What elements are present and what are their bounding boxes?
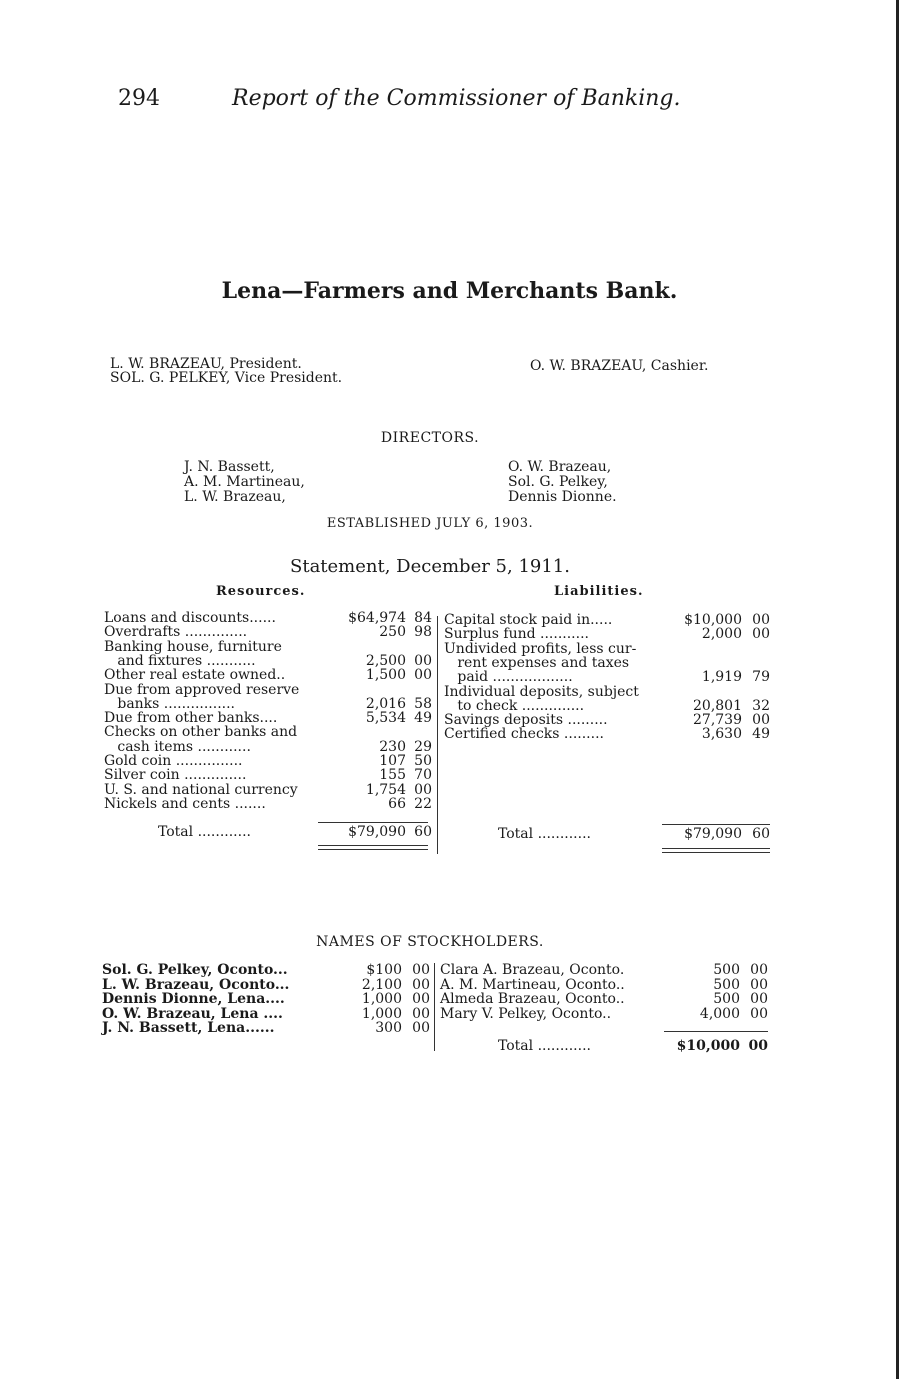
amount-dollars: 500 <box>713 991 740 1007</box>
cashier: O. W. BRAZEAU, Cashier. <box>530 358 709 374</box>
amount-cents: 00 <box>752 712 770 729</box>
amount-cents: 98 <box>414 624 432 641</box>
stockholder-row <box>440 978 770 992</box>
amount-cents: 00 <box>412 1005 430 1022</box>
director: L. W. Brazeau, <box>184 489 286 505</box>
resource-label: Silver coin .............. <box>104 767 247 784</box>
amount-cents: 49 <box>414 710 432 727</box>
resource-label: U. S. and national currency <box>104 781 298 798</box>
resource-label: Other real estate owned.. <box>104 667 286 684</box>
amount-cents: 00 <box>412 962 430 978</box>
stockholders-total-row <box>440 1039 770 1053</box>
liability-row <box>444 699 774 713</box>
liabilities-total-row <box>444 827 774 841</box>
amount-dollars: 230 <box>379 738 406 755</box>
stockholder-row <box>102 1021 432 1035</box>
liability-label: Savings deposits ......... <box>444 712 608 729</box>
directors-heading: DIRECTORS. <box>380 430 480 446</box>
directors-right <box>508 460 617 505</box>
resource-label: Checks on other banks and <box>104 724 298 741</box>
amount-dollars: 155 <box>379 767 406 784</box>
director: O. W. Brazeau, <box>508 459 612 475</box>
amount-cents: 84 <box>414 610 432 626</box>
amount-dollars: 107 <box>379 753 406 769</box>
liability-label: to check .............. <box>444 697 585 714</box>
amount-dollars: 1,754 <box>365 781 406 798</box>
stockholder-name: A. M. Martineau, Oconto.. <box>440 976 625 993</box>
stockholders-left <box>102 963 432 1043</box>
amount-dollars: 1,000 <box>361 1005 402 1022</box>
resource-label: cash items ............ <box>104 738 251 755</box>
amount-dollars: 20,801 <box>693 697 742 714</box>
stockholder-name: Dennis Dionne, Lena.... <box>102 991 285 1007</box>
liability-row <box>444 727 774 741</box>
page-number: 294 <box>118 86 160 111</box>
resource-label: and fixtures ........... <box>104 652 256 669</box>
resources-table <box>104 611 434 851</box>
amount-cents: 32 <box>752 697 770 714</box>
running-title: Report of the Commissioner of Banking. <box>232 86 681 111</box>
resource-row <box>104 754 434 768</box>
amount-dollars: $10,000 <box>684 612 742 628</box>
amount-cents: 00 <box>750 991 768 1007</box>
resource-row <box>104 697 434 711</box>
directors-left <box>184 460 305 505</box>
resources-double-rule <box>318 845 428 846</box>
liability-row <box>444 670 774 684</box>
resource-row <box>104 783 434 797</box>
resources-total-rule <box>318 822 428 823</box>
director: J. N. Bassett, <box>184 459 275 475</box>
column-divider <box>437 616 438 854</box>
stockholders-heading: NAMES OF STOCKHOLDERS. <box>316 934 544 950</box>
resource-label: Nickels and cents ....... <box>104 795 266 812</box>
stockholder-name: J. N. Bassett, Lena...... <box>102 1020 275 1036</box>
resource-row <box>104 683 434 697</box>
liability-row <box>444 627 774 641</box>
amount-cents: 29 <box>414 738 432 755</box>
resource-row <box>104 625 434 639</box>
stockholder-name: L. W. Brazeau, Oconto... <box>102 976 290 993</box>
amount-cents: 79 <box>752 669 770 686</box>
stockholder-row <box>102 978 432 992</box>
liability-row <box>444 713 774 727</box>
amount-dollars: 2,500 <box>365 652 406 669</box>
director: Dennis Dionne. <box>508 489 617 505</box>
resource-label: Loans and discounts...... <box>104 610 276 626</box>
liability-row <box>444 642 774 656</box>
stockholder-row <box>102 1007 432 1021</box>
stockholder-name: Sol. G. Pelkey, Oconto... <box>102 962 288 978</box>
amount-dollars: 250 <box>379 624 406 641</box>
liability-label: Surplus fund ........... <box>444 626 589 643</box>
resource-label: Due from other banks.... <box>104 710 278 727</box>
amount-cents: 00 <box>752 626 770 643</box>
resources-heading: Resources. <box>216 584 306 599</box>
liability-label: Individual deposits, subject <box>444 683 639 700</box>
stockholder-name: Almeda Brazeau, Oconto.. <box>440 991 625 1007</box>
resource-label: Gold coin ............... <box>104 753 243 769</box>
liabilities-heading: Liabilities. <box>554 584 644 599</box>
resource-row <box>104 797 434 811</box>
bank-title: Lena—Farmers and Merchants Bank. <box>221 278 678 304</box>
amount-cents: 49 <box>752 726 770 743</box>
amount-dollars: 1,919 <box>701 669 742 686</box>
liabilities-double-rule <box>662 852 770 853</box>
liability-label: rent expenses and taxes <box>444 654 630 671</box>
amount-cents: 00 <box>414 781 432 798</box>
stockholder-row <box>440 963 770 977</box>
amount-cents: 00 <box>750 962 768 978</box>
resource-label: Banking house, furniture <box>104 638 282 655</box>
amount-dollars: 2,016 <box>365 695 406 712</box>
liability-label: Undivided profits, less cur- <box>444 640 637 657</box>
resource-label: Overdrafts .............. <box>104 624 248 641</box>
vice-president: SOL. G. PELKEY, Vice President. <box>110 370 343 386</box>
amount-cents: 70 <box>414 767 432 784</box>
amount-dollars: 2,000 <box>701 626 742 643</box>
amount-dollars: 66 <box>388 795 406 812</box>
liability-row <box>444 656 774 670</box>
stockholder-row <box>440 992 770 1006</box>
amount-cents: 00 <box>412 1020 430 1036</box>
amount-cents: 50 <box>414 753 432 769</box>
resource-row <box>104 654 434 668</box>
liabilities-total-rule <box>662 824 770 825</box>
established-date: ESTABLISHED JULY 6, 1903. <box>326 516 534 531</box>
resource-row <box>104 740 434 754</box>
director: Sol. G. Pelkey, <box>508 474 608 490</box>
resource-label: banks ................ <box>104 695 235 712</box>
liability-label: Capital stock paid in..... <box>444 612 613 628</box>
liability-row <box>444 613 774 627</box>
stockholder-row <box>102 963 432 977</box>
amount-cents: 00 <box>750 976 768 993</box>
total-cents: 60 <box>414 824 432 840</box>
total-dollars: $79,090 <box>348 824 406 840</box>
amount-dollars: 2,100 <box>361 976 402 993</box>
stockholder-row <box>102 992 432 1006</box>
resource-row <box>104 725 434 739</box>
resource-row <box>104 668 434 682</box>
resources-total-row <box>104 825 434 839</box>
amount-dollars: 4,000 <box>699 1005 740 1022</box>
resource-row <box>104 640 434 654</box>
amount-dollars: $100 <box>366 962 402 978</box>
stockholder-row <box>440 1007 770 1021</box>
amount-cents: 22 <box>414 795 432 812</box>
liability-label: paid .................. <box>444 669 573 686</box>
total-label: Total ............ <box>498 1038 591 1054</box>
amount-dollars: 500 <box>713 962 740 978</box>
amount-dollars: 300 <box>375 1020 402 1036</box>
amount-cents: 00 <box>412 976 430 993</box>
amount-cents: 00 <box>752 612 770 628</box>
amount-dollars: 1,000 <box>361 991 402 1007</box>
stockholders-total-rule <box>664 1031 768 1032</box>
amount-cents: 58 <box>414 695 432 712</box>
amount-dollars: $64,974 <box>348 610 406 626</box>
resource-row <box>104 711 434 725</box>
stockholder-name: Mary V. Pelkey, Oconto.. <box>440 1005 612 1022</box>
total-cents: 00 <box>748 1038 768 1054</box>
liabilities-double-rule <box>662 848 770 849</box>
resource-row <box>104 768 434 782</box>
statement-title: Statement, December 5, 1911. <box>290 556 570 577</box>
stockholder-name: Clara A. Brazeau, Oconto. <box>440 962 625 978</box>
amount-dollars: 5,534 <box>365 710 406 727</box>
amount-dollars: 500 <box>713 976 740 993</box>
liability-row <box>444 685 774 699</box>
stockholder-name: O. W. Brazeau, Lena .... <box>102 1005 283 1022</box>
resource-row <box>104 611 434 625</box>
total-cents: 60 <box>752 826 770 842</box>
total-dollars: $79,090 <box>684 826 742 842</box>
president: L. W. BRAZEAU, President. <box>110 356 302 372</box>
total-label: Total ............ <box>498 826 591 842</box>
amount-cents: 00 <box>414 667 432 684</box>
amount-cents: 00 <box>414 652 432 669</box>
amount-cents: 00 <box>750 1005 768 1022</box>
liabilities-table <box>444 613 774 853</box>
amount-dollars: 27,739 <box>693 712 742 729</box>
resources-double-rule <box>318 849 428 850</box>
total-label: Total ............ <box>158 824 251 840</box>
total-dollars: $10,000 <box>676 1038 740 1054</box>
liability-label: Certified checks ......... <box>444 726 604 743</box>
amount-dollars: 3,630 <box>701 726 742 743</box>
stockholders-divider <box>434 963 435 1051</box>
amount-dollars: 1,500 <box>365 667 406 684</box>
amount-cents: 00 <box>412 991 430 1007</box>
director: A. M. Martineau, <box>184 474 305 490</box>
resource-label: Due from approved reserve <box>104 681 300 698</box>
